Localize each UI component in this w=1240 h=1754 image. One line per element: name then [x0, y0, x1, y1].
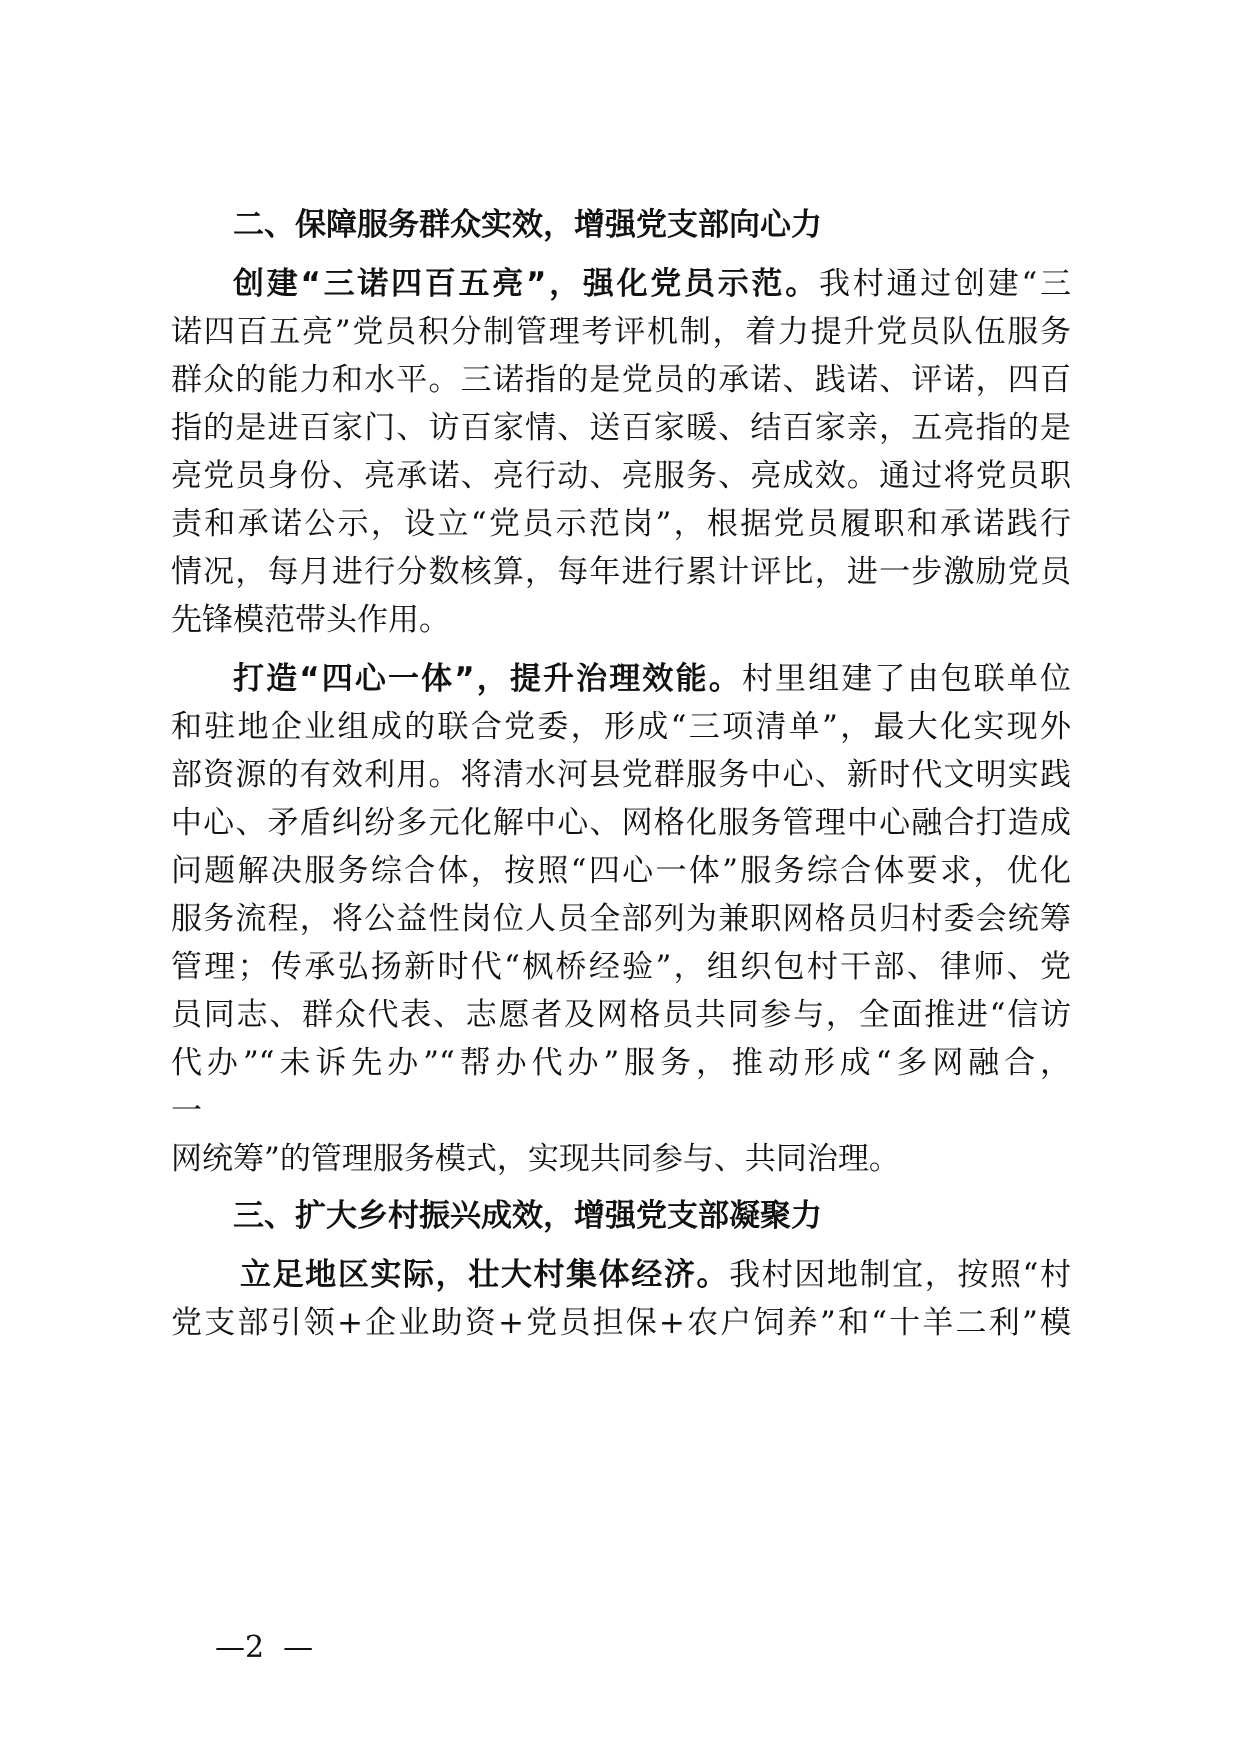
paragraph-line: 部资源的有效利用。将清水河县党群服务中心、新时代文明实践: [171, 757, 1071, 793]
paragraph-line: 管理；传承弘扬新时代“枫桥经验”，组织包村干部、律师、党: [171, 949, 1071, 985]
paragraph-text: 我村因地制宜，按照“村: [729, 1257, 1071, 1293]
paragraph-line: 代办”“未诉先办”“帮办代办”服务，推动形成“多网融合，: [171, 1045, 1071, 1081]
paragraph-line: 先锋模范带头作用。: [171, 602, 450, 638]
paragraph-line: [233, 657, 1071, 701]
paragraph-line: 一: [171, 1093, 202, 1129]
paragraph-line: [240, 1253, 1071, 1297]
page-number: —2 —: [215, 1630, 314, 1665]
paragraph-line: 问题解决服务综合体，按照“四心一体”服务综合体要求，优化: [171, 853, 1071, 889]
paragraph-text: 我村通过创建“三: [819, 266, 1071, 302]
section-3-heading: 三、扩大乡村振兴成效，增强党支部凝聚力: [233, 1198, 822, 1234]
paragraph-line: 服务流程，将公益性岗位人员全部列为兼职网格员归村委会统筹: [171, 901, 1071, 937]
paragraph-lead-bold: 创建“三诺四百五亮”，强化党员示范。: [233, 266, 819, 302]
paragraph-line: 和驻地企业组成的联合党委，形成“三项清单”，最大化实现外: [171, 709, 1071, 745]
paragraph-line: 网统筹”的管理服务模式，实现共同参与、共同治理。: [171, 1141, 900, 1177]
paragraph-lead-bold: 打造“四心一体”，提升治理效能。: [233, 661, 742, 697]
paragraph-line: [233, 262, 1071, 306]
paragraph-lead-bold: 立足地区实际，壮大村集体经济。: [240, 1257, 730, 1293]
paragraph-line: 指的是进百家门、访百家情、送百家暖、结百家亲，五亮指的是: [171, 410, 1071, 446]
paragraph-line: 诺四百五亮”党员积分制管理考评机制，着力提升党员队伍服务: [171, 314, 1071, 350]
paragraph-line: 亮党员身份、亮承诺、亮行动、亮服务、亮成效。通过将党员职: [171, 458, 1071, 494]
section-2-heading: 二、保障服务群众实效，增强党支部向心力: [233, 207, 822, 243]
paragraph-line: 情况，每月进行分数核算，每年进行累计评比，进一步激励党员: [171, 554, 1071, 590]
paragraph-text: 村里组建了由包联单位: [741, 661, 1071, 697]
paragraph-line: 员同志、群众代表、志愿者及网格员共同参与，全面推进“信访: [171, 997, 1071, 1033]
paragraph-line: 责和承诺公示，设立“党员示范岗”，根据党员履职和承诺践行: [171, 506, 1071, 542]
paragraph-line: 党支部引领+企业助资+党员担保+农户饲养”和“十羊二利”模: [171, 1305, 1071, 1341]
paragraph-line: 群众的能力和水平。三诺指的是党员的承诺、践诺、评诺，四百: [171, 362, 1071, 398]
paragraph-line: 中心、矛盾纠纷多元化解中心、网格化服务管理中心融合打造成: [171, 805, 1071, 841]
